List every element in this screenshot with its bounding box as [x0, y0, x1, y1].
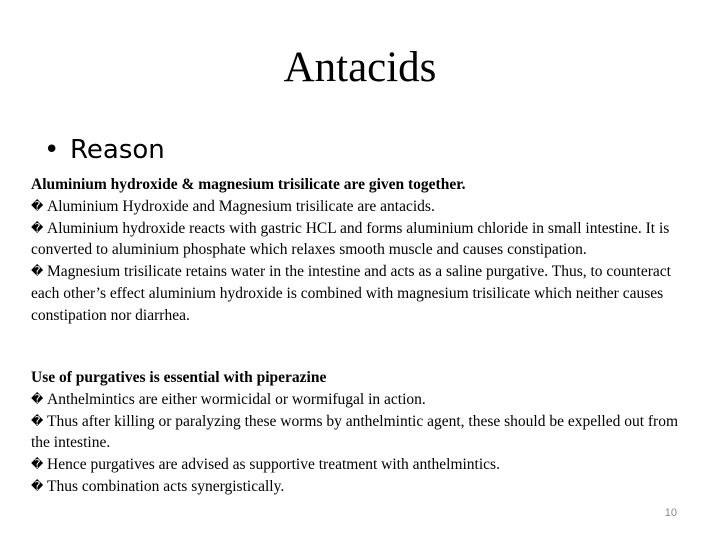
list-item-text: Thus after killing or paralyzing these worms by anthelmintic agent, these should be expelled out from the intestine.: [31, 412, 679, 452]
list-item-text: Aluminium Hydroxide and Magnesium trisilicate are antacids.: [47, 197, 435, 215]
list-item: [31, 411, 691, 455]
list-item-text: Hence purgatives are advised as supportive treatment with anthelmintics.: [47, 456, 500, 474]
list-item-text: Anthelmintics are either wormicidal or wormifugal in action.: [47, 390, 426, 408]
missing-glyph-icon: �: [31, 198, 44, 213]
page-number: 10: [664, 507, 677, 519]
missing-glyph-icon: �: [31, 220, 44, 235]
missing-glyph-icon: �: [31, 391, 44, 406]
section-heading: Use of purgatives is essential with piperazine: [31, 369, 327, 386]
list-item: [31, 196, 691, 218]
missing-glyph-icon: �: [31, 264, 44, 279]
missing-glyph-icon: �: [31, 478, 44, 493]
bullet-reason: [44, 132, 165, 168]
bullet-label: Reason: [70, 135, 165, 165]
missing-glyph-icon: �: [31, 413, 44, 428]
list-item: [31, 454, 691, 476]
section-heading: Aluminium hydroxide & magnesium trisilicate are given together.: [31, 176, 466, 193]
slide-title: Antacids: [283, 44, 437, 91]
list-item-text: Thus combination acts synergistically.: [47, 477, 285, 495]
list-item-text: Aluminium hydroxide reacts with gastric HCL and forms aluminium chloride in small intestine. It is converted to aluminium phosphate which relaxes smooth muscle and causes constipation.: [31, 219, 670, 259]
list-item: [31, 389, 691, 411]
list-item: [31, 261, 691, 326]
list-item-text: Magnesium trisilicate retains water in the intestine and acts as a saline purgative. Thus, to counteract each other’s effect aluminium hydroxide is combined with magnesium trisilicate which neither causes constipation nor diarrhea.: [31, 263, 671, 324]
section-purgatives-piperazine: [31, 367, 691, 498]
list-item: [31, 476, 691, 498]
list-item: [31, 218, 691, 262]
section-antacid-combination: [31, 174, 691, 327]
bullet-dot-icon: •: [44, 135, 60, 165]
missing-glyph-icon: �: [31, 457, 44, 472]
